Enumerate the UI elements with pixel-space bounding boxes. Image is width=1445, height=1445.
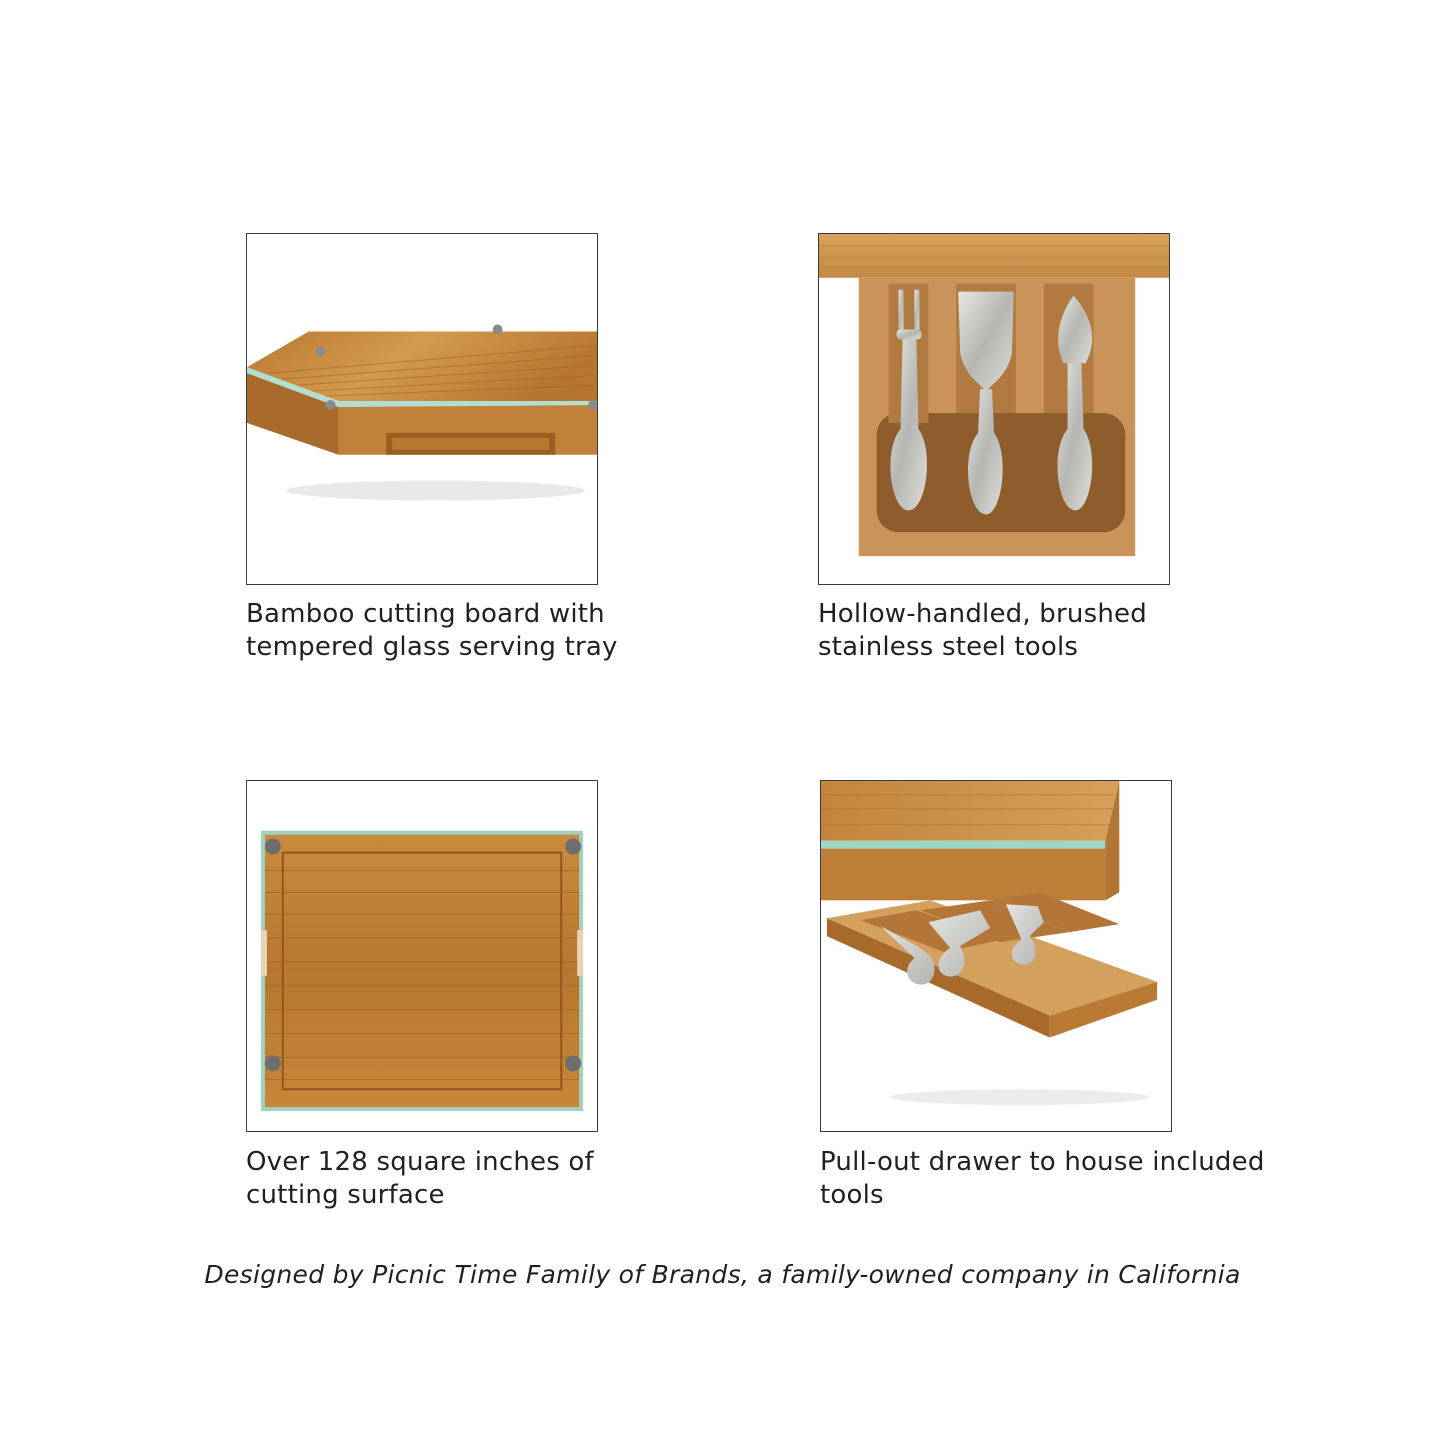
caption-board-glass xyxy=(246,598,666,664)
board-top-view-icon xyxy=(247,781,597,1131)
caption-line: Bamboo cutting board with xyxy=(246,599,605,629)
brand-footer: Designed by Picnic Time Family of Brands, a family-owned company in California xyxy=(204,1260,1241,1289)
feature-image-board-glass xyxy=(246,233,598,585)
caption-line: tempered glass serving tray xyxy=(246,632,618,662)
caption-line: Pull-out drawer to house included xyxy=(820,1147,1265,1177)
caption-drawer xyxy=(820,1146,1265,1212)
caption-line: stainless steel tools xyxy=(818,632,1079,662)
pull-out-drawer-icon xyxy=(821,781,1171,1131)
caption-surface xyxy=(246,1146,666,1212)
caption-line: cutting surface xyxy=(246,1180,445,1210)
bamboo-board-with-glass-icon xyxy=(247,234,597,584)
cheese-tools-in-drawer-icon xyxy=(819,234,1169,584)
caption-line: Over 128 square inches of xyxy=(246,1147,594,1177)
feature-image-tools xyxy=(818,233,1170,585)
feature-image-drawer xyxy=(820,780,1172,1132)
caption-tools xyxy=(818,598,1238,664)
caption-line: tools xyxy=(820,1180,884,1210)
caption-line: Hollow-handled, brushed xyxy=(818,599,1147,629)
feature-image-top-view xyxy=(246,780,598,1132)
